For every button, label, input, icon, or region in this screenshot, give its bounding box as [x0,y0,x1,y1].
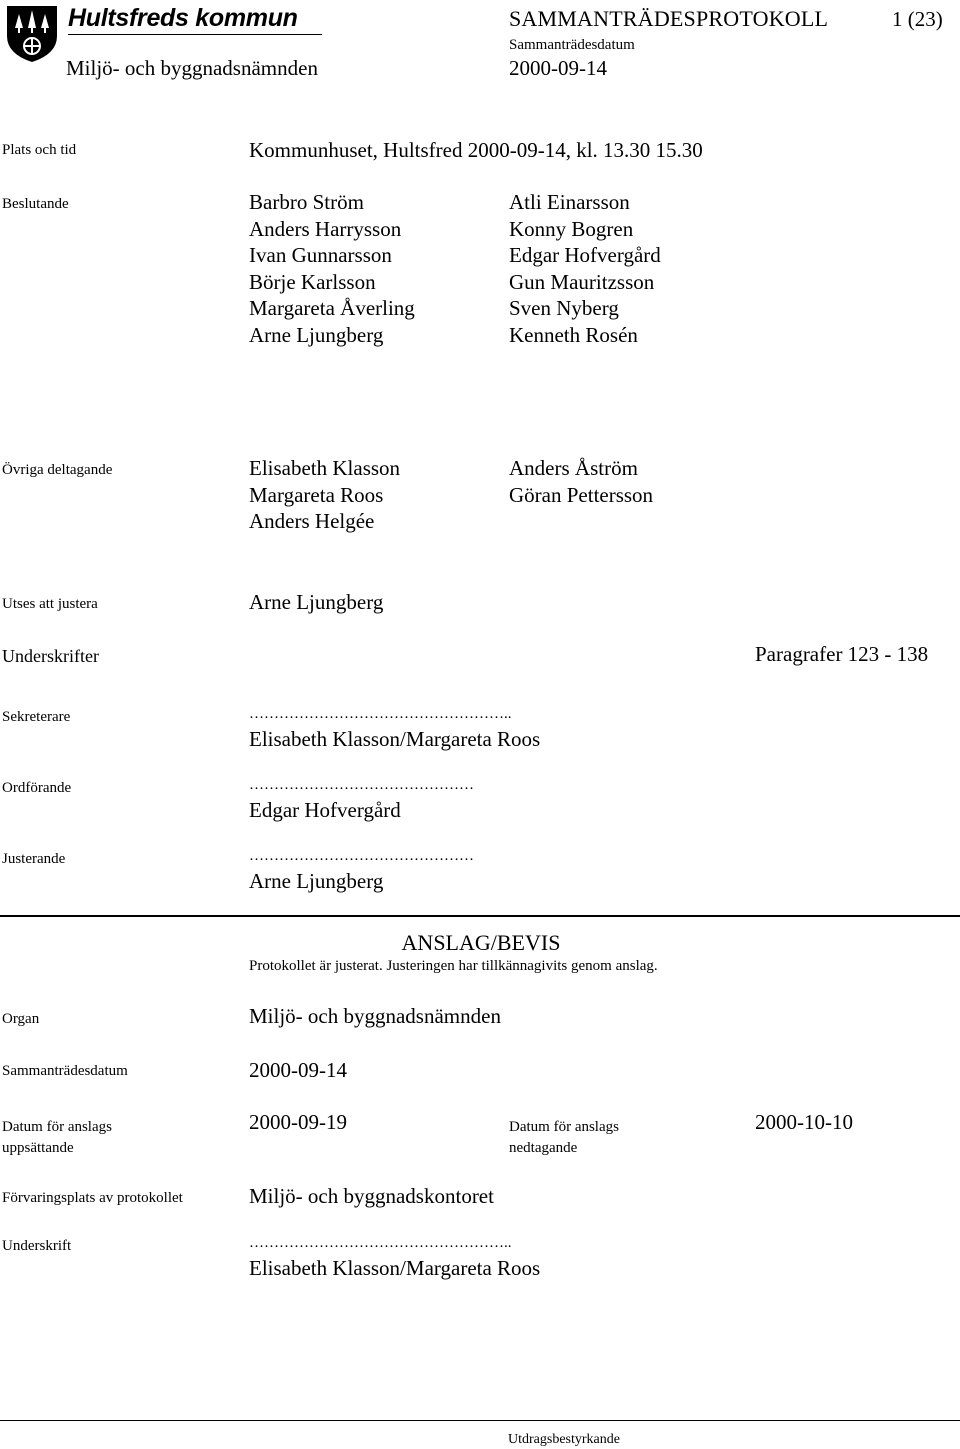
municipality-name: Hultsfreds kommun [68,4,298,32]
member-name: Anders Harrysson [249,216,402,241]
removed-label [509,1117,619,1159]
participant-name: Göran Pettersson [509,482,654,507]
others-list-right [509,455,653,508]
member-name: Edgar Hofvergård [509,243,661,268]
chair-label: Ordförande [2,780,72,796]
footer-text: Utdragsbestyrkande [508,1432,620,1447]
page-number: 1 (23) [892,7,943,31]
notice-heading: ANSLAG/BEVIS [401,930,561,955]
municipality-crest-icon [3,2,61,64]
signature-label: Underskrift [2,1238,72,1254]
deciding-label: Beslutande [2,196,69,212]
member-name: Arne Ljungberg [249,322,384,347]
place-label: Plats och tid [2,142,77,158]
board-name: Miljö- och byggnadsnämnden [66,56,318,80]
signature-name: Elisabeth Klasson/Margareta Roos [249,1256,541,1280]
adjuster-value: Arne Ljungberg [249,590,384,614]
member-name: Margareta Åverling [249,296,415,321]
organ-value: Miljö- och byggnadsnämnden [249,1004,501,1028]
chair-name: Edgar Hofvergård [249,798,401,822]
posted-label-line2: uppsättande [2,1140,74,1156]
storage-value: Miljö- och byggnadskontoret [249,1184,494,1208]
adjusting-label: Justerande [2,851,66,867]
member-name: Börje Karlsson [249,269,376,294]
member-name: Konny Bogren [509,216,634,241]
meeting-date-value: 2000-09-14 [249,1058,347,1082]
chair-signature-line: ……………………………………… [249,777,474,793]
section-divider [0,915,960,917]
others-label: Övriga deltagande [2,462,113,478]
posted-label-line1: Datum för anslags [2,1119,112,1135]
member-name: Ivan Gunnarsson [249,243,392,268]
participant-name: Anders Åström [509,456,638,480]
secretary-label: Sekreterare [2,709,71,725]
deciding-list-right [509,189,661,349]
member-name: Barbro Ström [249,190,364,214]
adjusting-name: Arne Ljungberg [249,869,384,893]
storage-label: Förvaringsplats av protokollet [2,1190,183,1206]
member-name: Kenneth Rosén [509,322,638,347]
member-name: Gun Mauritzsson [509,269,655,294]
notice-text: Protokollet är justerat. Justeringen har tillkännagivits genom anslag. [249,958,658,974]
participant-name: Anders Helgée [249,509,375,534]
meeting-date-label: Sammanträdesdatum [2,1063,128,1079]
header-date-label: Sammanträdesdatum [509,37,635,53]
removed-date: 2000-10-10 [755,1110,853,1134]
place-value: Kommunhuset, Hultsfred 2000-09-14, kl. 13.30 15.30 [249,138,703,162]
signatures-label: Underskrifter [2,646,99,666]
adjuster-label: Utses att justera [2,596,98,612]
posted-date: 2000-09-19 [249,1110,347,1134]
signature-line: …………………………………………….. [249,1235,512,1251]
removed-label-line1: Datum för anslags [509,1119,619,1135]
deciding-list-left [249,189,415,349]
member-name: Atli Einarsson [509,190,630,214]
footer-divider [0,1420,960,1421]
secretary-name: Elisabeth Klasson/Margareta Roos [249,727,541,751]
document-title: SAMMANTRÄDESPROTOKOLL [509,6,829,31]
participant-name: Elisabeth Klasson [249,456,401,480]
adjusting-signature-line: ……………………………………… [249,848,474,864]
secretary-signature-line: …………………………………………….. [249,706,512,722]
others-list-left [249,455,400,535]
header-date: 2000-09-14 [509,56,607,80]
removed-label-line2: nedtagande [509,1140,578,1156]
posted-label [2,1117,112,1159]
paragraphs-range: Paragrafer 123 - 138 [755,642,929,666]
organ-label: Organ [2,1011,40,1027]
member-name: Sven Nyberg [509,296,619,321]
logo-underline [68,34,322,35]
participant-name: Margareta Roos [249,482,384,507]
